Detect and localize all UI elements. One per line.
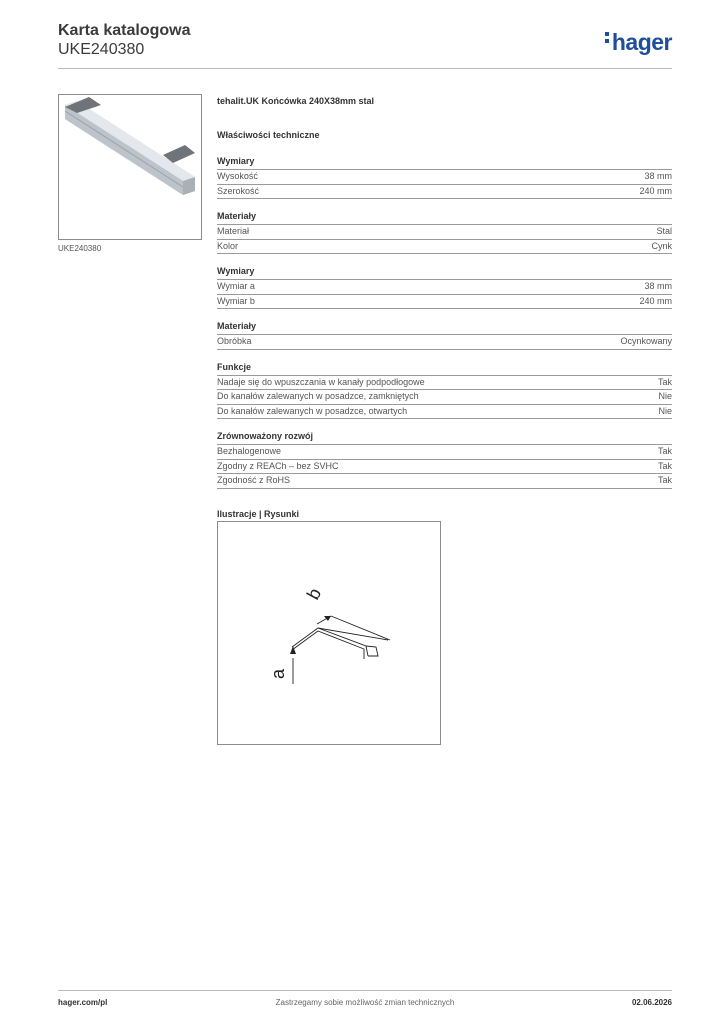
property-label: Materiał xyxy=(217,226,250,236)
product-name: tehalit.UK Końcówka 240X38mm stal xyxy=(217,96,375,106)
footer-disclaimer: Zastrzegamy sobie możliwość zmian technicznych xyxy=(275,998,455,1007)
property-group xyxy=(217,266,672,309)
property-value: 38 mm xyxy=(644,171,672,181)
footer-date: 02.06.2026 xyxy=(631,998,672,1007)
property-label: Kolor xyxy=(217,240,239,251)
property-row xyxy=(217,376,672,391)
footer-divider xyxy=(58,990,672,991)
dimension-drawing xyxy=(217,521,441,745)
property-value: Stal xyxy=(656,226,672,236)
property-value: 38 mm xyxy=(644,281,672,291)
property-value: 240 mm xyxy=(639,185,672,196)
logo-colon-icon xyxy=(605,32,610,46)
document-title: Karta katalogowa xyxy=(58,22,191,39)
property-group xyxy=(217,321,672,350)
page-header xyxy=(58,21,672,59)
property-label: Szerokość xyxy=(217,185,260,196)
property-label: Do kanałów zalewanych w posadzce, zamkniętych xyxy=(217,391,419,401)
properties-title: Właściwości techniczne xyxy=(217,130,320,140)
property-row xyxy=(217,390,672,405)
property-label: Wysokość xyxy=(217,171,258,181)
property-row xyxy=(217,280,672,295)
property-row xyxy=(217,445,672,460)
hager-logo xyxy=(605,29,672,56)
product-image xyxy=(58,94,202,240)
property-row xyxy=(217,185,672,200)
property-group xyxy=(217,156,672,199)
property-label: Zgodny z REACh – bez SVHC xyxy=(217,460,339,471)
group-title: Wymiary xyxy=(217,156,672,170)
property-label: Wymiar a xyxy=(217,281,255,291)
property-value: Nie xyxy=(658,391,672,401)
property-group xyxy=(217,431,672,489)
property-value: 240 mm xyxy=(639,295,672,306)
technical-sheet xyxy=(217,96,672,519)
group-title: Wymiary xyxy=(217,266,672,280)
logo-text: hager xyxy=(611,29,672,55)
header-divider xyxy=(58,68,672,69)
drawing-svg xyxy=(218,522,440,744)
property-row xyxy=(217,295,672,310)
group-title: Materiały xyxy=(217,321,672,335)
property-label: Do kanałów zalewanych w posadzce, otwartych xyxy=(217,405,408,416)
property-row xyxy=(217,225,672,240)
property-label: Wymiar b xyxy=(217,295,255,306)
property-value: Tak xyxy=(657,460,672,471)
label-a: a xyxy=(268,668,288,679)
group-title: Materiały xyxy=(217,211,672,225)
property-group xyxy=(217,211,672,254)
property-label: Obróbka xyxy=(217,336,252,346)
label-b: b xyxy=(302,584,326,603)
property-value: Tak xyxy=(657,446,672,456)
property-row xyxy=(217,474,672,489)
property-row xyxy=(217,460,672,475)
property-value: Nie xyxy=(658,405,672,416)
property-value: Ocynkowany xyxy=(620,336,672,346)
property-value: Tak xyxy=(657,376,672,387)
property-row xyxy=(217,405,672,420)
property-groups xyxy=(217,156,672,489)
property-row xyxy=(217,240,672,255)
image-caption: UKE240380 xyxy=(58,244,102,253)
illustrations-title: Ilustracje | Rysunki xyxy=(217,508,300,519)
document-code: UKE240380 xyxy=(58,41,145,58)
property-label: Nadaje się do wpuszczania w kanały podpodłogowe xyxy=(217,376,425,387)
property-value: Cynk xyxy=(651,240,672,251)
property-value: Tak xyxy=(657,475,672,485)
property-label: Zgodność z RoHS xyxy=(217,475,291,485)
property-label: Bezhalogenowe xyxy=(217,446,282,456)
footer-website-link[interactable]: hager.com/pl xyxy=(58,998,108,1007)
product-photo-icon xyxy=(59,95,201,239)
group-title: Funkcje xyxy=(217,362,672,376)
property-row xyxy=(217,335,672,350)
group-title: Zrównoważony rozwój xyxy=(217,431,672,445)
property-group xyxy=(217,362,672,420)
property-row xyxy=(217,170,672,185)
